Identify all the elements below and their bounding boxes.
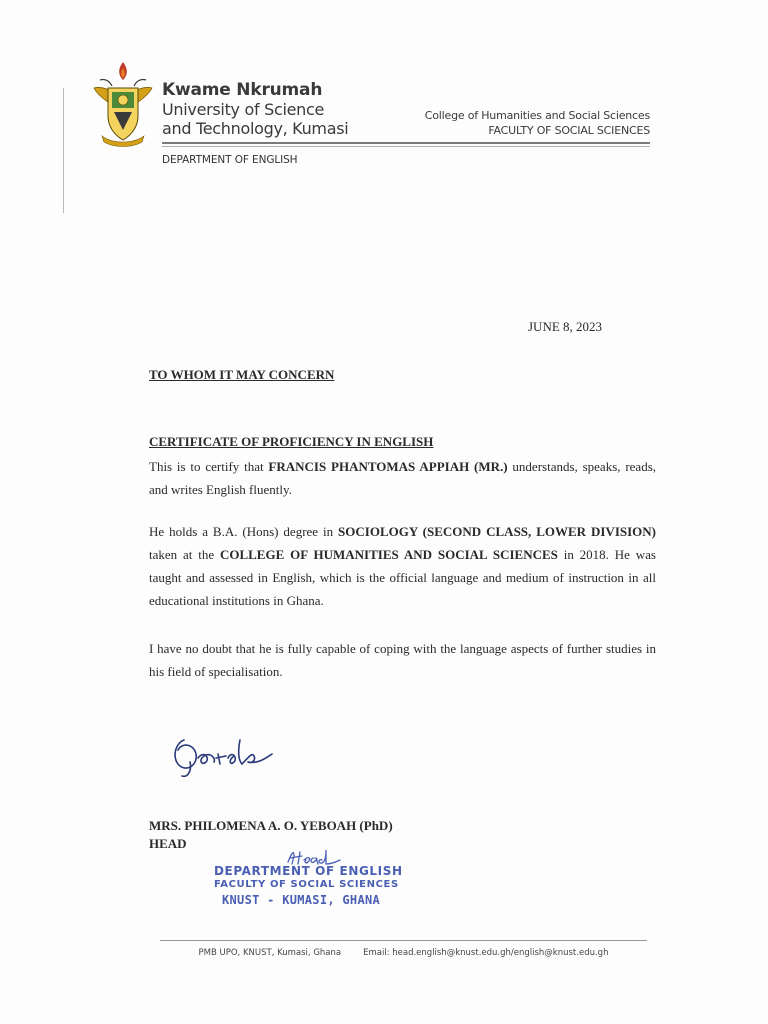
college-block: [425, 108, 650, 138]
department-stamp: [210, 846, 403, 916]
stamp-location: KNUST - KUMASI, GHANA: [222, 893, 381, 907]
paragraph-certify: [149, 455, 656, 501]
certificate-title: CERTIFICATE OF PROFICIENCY IN ENGLISH: [149, 434, 434, 449]
university-name-line3: and Technology, Kumasi: [162, 119, 349, 138]
degree-name: SOCIOLOGY (SECOND CLASS, LOWER DIVISION): [338, 524, 656, 539]
signatory-name: MRS. PHILOMENA A. O. YEBOAH (PhD): [149, 818, 393, 833]
stamp-department: DEPARTMENT OF ENGLISH: [214, 864, 403, 878]
salutation: TO WHOM IT MAY CONCERN: [149, 367, 335, 382]
footer-address: PMB UPO, KNUST, Kumasi, Ghana: [198, 948, 342, 958]
department-heading: DEPARTMENT OF ENGLISH: [162, 154, 298, 166]
handwritten-signature: [168, 728, 278, 780]
university-name-line2: University of Science: [162, 100, 325, 119]
text: He holds a B.A. (Hons) degree in: [149, 524, 339, 539]
page-margin-line: [63, 88, 64, 213]
university-name: [162, 80, 348, 138]
university-crest-icon: [88, 58, 158, 150]
footer-rule: [160, 940, 647, 941]
candidate-name: FRANCIS PHANTOMAS APPIAH (MR.): [268, 459, 508, 474]
faculty-name: FACULTY OF SOCIAL SCIENCES: [488, 124, 650, 137]
paragraph-capability: I have no doubt that he is fully capable of coping with the language aspects of further studies in his field of specialisation.: [149, 641, 656, 679]
university-name-line1: Kwame Nkrumah: [162, 80, 323, 100]
paragraph-degree: [149, 520, 656, 612]
college-name: College of Humanities and Social Sciences: [424, 109, 650, 122]
letterhead-rule-thin: [162, 146, 650, 147]
text: understands, speaks, reads, and writes English fluently.: [149, 459, 657, 497]
college-name-inline: COLLEGE OF HUMANITIES AND SOCIAL SCIENCES: [219, 547, 558, 562]
letterhead-rule: [162, 142, 650, 144]
stamp-faculty: FACULTY OF SOCIAL SCIENCES: [214, 879, 399, 890]
text: taken at the: [149, 547, 220, 562]
text: This is to certify that: [149, 459, 269, 474]
letter-date: JUNE 8, 2023: [528, 319, 603, 334]
footer-email: Email: head.english@knust.edu.gh/english@knust.edu.gh: [363, 948, 609, 958]
text: in 2018. He was taught and assessed in English, which is the official language and medium of instruction in all educational institutions in Ghana.: [149, 547, 656, 608]
signatory-role: HEAD: [149, 836, 187, 851]
footer: [160, 948, 647, 958]
